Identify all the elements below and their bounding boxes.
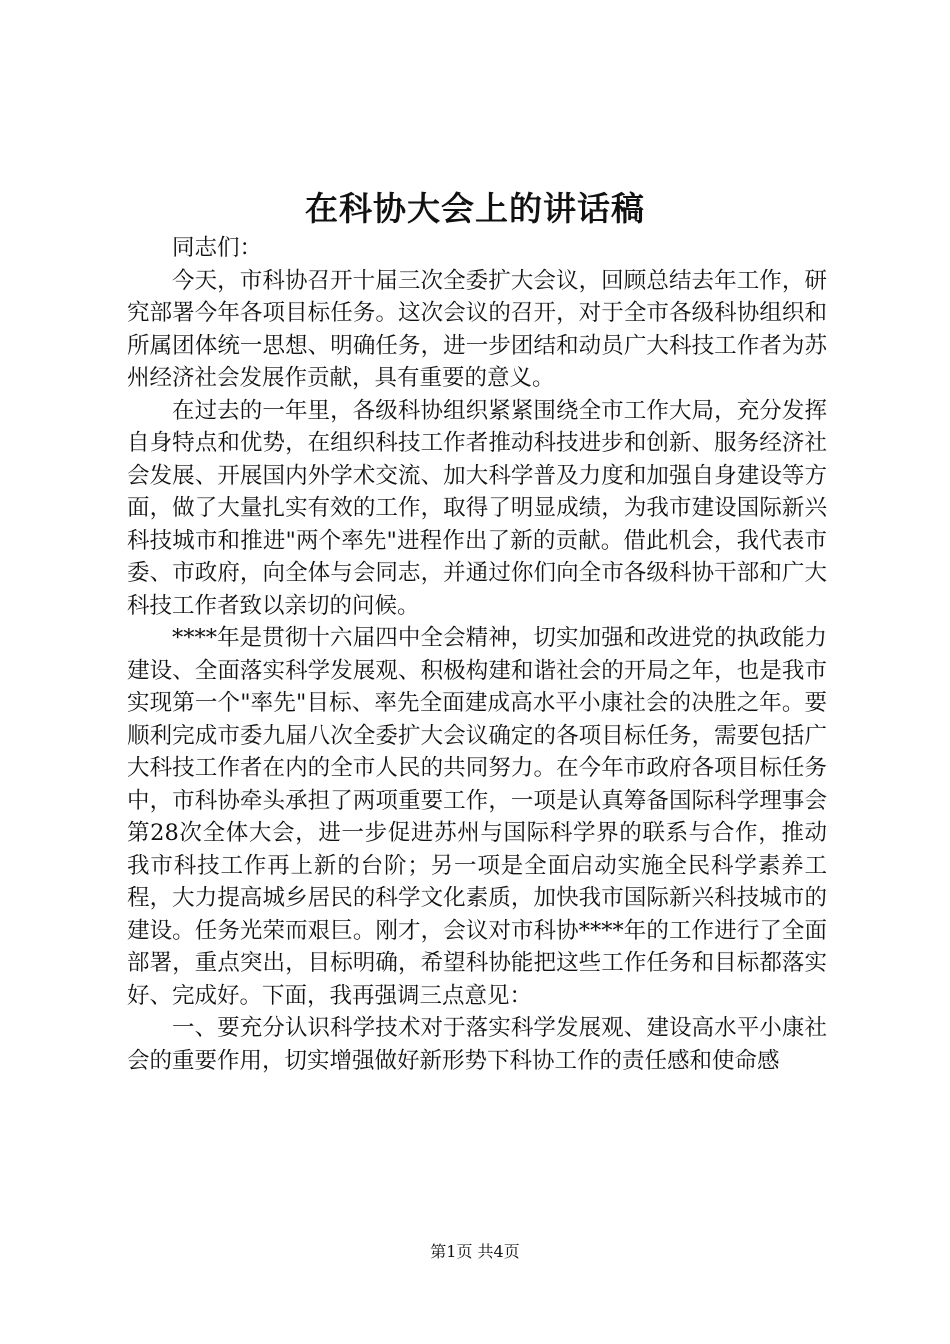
section-heading-paragraph: 一、要充分认识科学技术对于落实科学发展观、建设高水平小康社会的重要作用，切实增强做好新形势下科协工作的责任感和使命感 xyxy=(127,1015,827,1074)
salutation-paragraph: 同志们： xyxy=(172,235,263,261)
body-paragraph: ****年是贯彻十六届四中全会精神，切实加强和改进党的执政能力建设、全面落实科学发展观、积极构建和谐社会的开局之年，也是我市实现第一个"率先"目标、率先全面建成高水平小康社会的决胜之年。要顺利完成市委九届八次全委扩大会议确定的各项目标任务，需要包括广大科技工作者在内的全市人民的共同努力。在今年市政府各项目标任务中，市科协牵头承担了两项重要工作，一项是认真筹备国际科学理事会第28次全体大会，进一步促进苏州与国际科学界的联系与合作，推动我市科技工作再上新的台阶；另一项是全面启动实施全民科学素养工程，大力提高城乡居民的科学文化素质，加快我市国际新兴科技城市的建设。任务光荣而艰巨。刚才，会议对市科协****年的工作进行了全面部署，重点突出，目标明确，希望科协能把这些工作任务和目标都落实好、完成好。下面，我再强调三点意见： xyxy=(127,625,827,1009)
page-number-footer: 第1页 共4页 xyxy=(430,1242,520,1261)
body-paragraph: 今天，市科协召开十届三次全委扩大会议，回顾总结去年工作，研究部署今年各项目标任务。这次会议的召开，对于全市各级科协组织和所属团体统一思想、明确任务，进一步团结和动员广大科技工作者为苏州经济社会发展作贡献，具有重要的意义。 xyxy=(127,267,827,391)
document-body xyxy=(127,232,827,1077)
document-title: 在科协大会上的讲话稿 xyxy=(305,189,645,228)
body-paragraph: 在过去的一年里，各级科协组织紧紧围绕全市工作大局，充分发挥自身特点和优势，在组织科技工作者推动科技进步和创新、服务经济社会发展、开展国内外学术交流、加大科学普及力度和加强自身建设等方面，做了大量扎实有效的工作，取得了明显成绩，为我市建设国际新兴科技城市和推进"两个率先"进程作出了新的贡献。借此机会，我代表市委、市政府，向全体与会同志，并通过你们向全市各级科协干部和广大科技工作者致以亲切的问候。 xyxy=(127,397,827,619)
